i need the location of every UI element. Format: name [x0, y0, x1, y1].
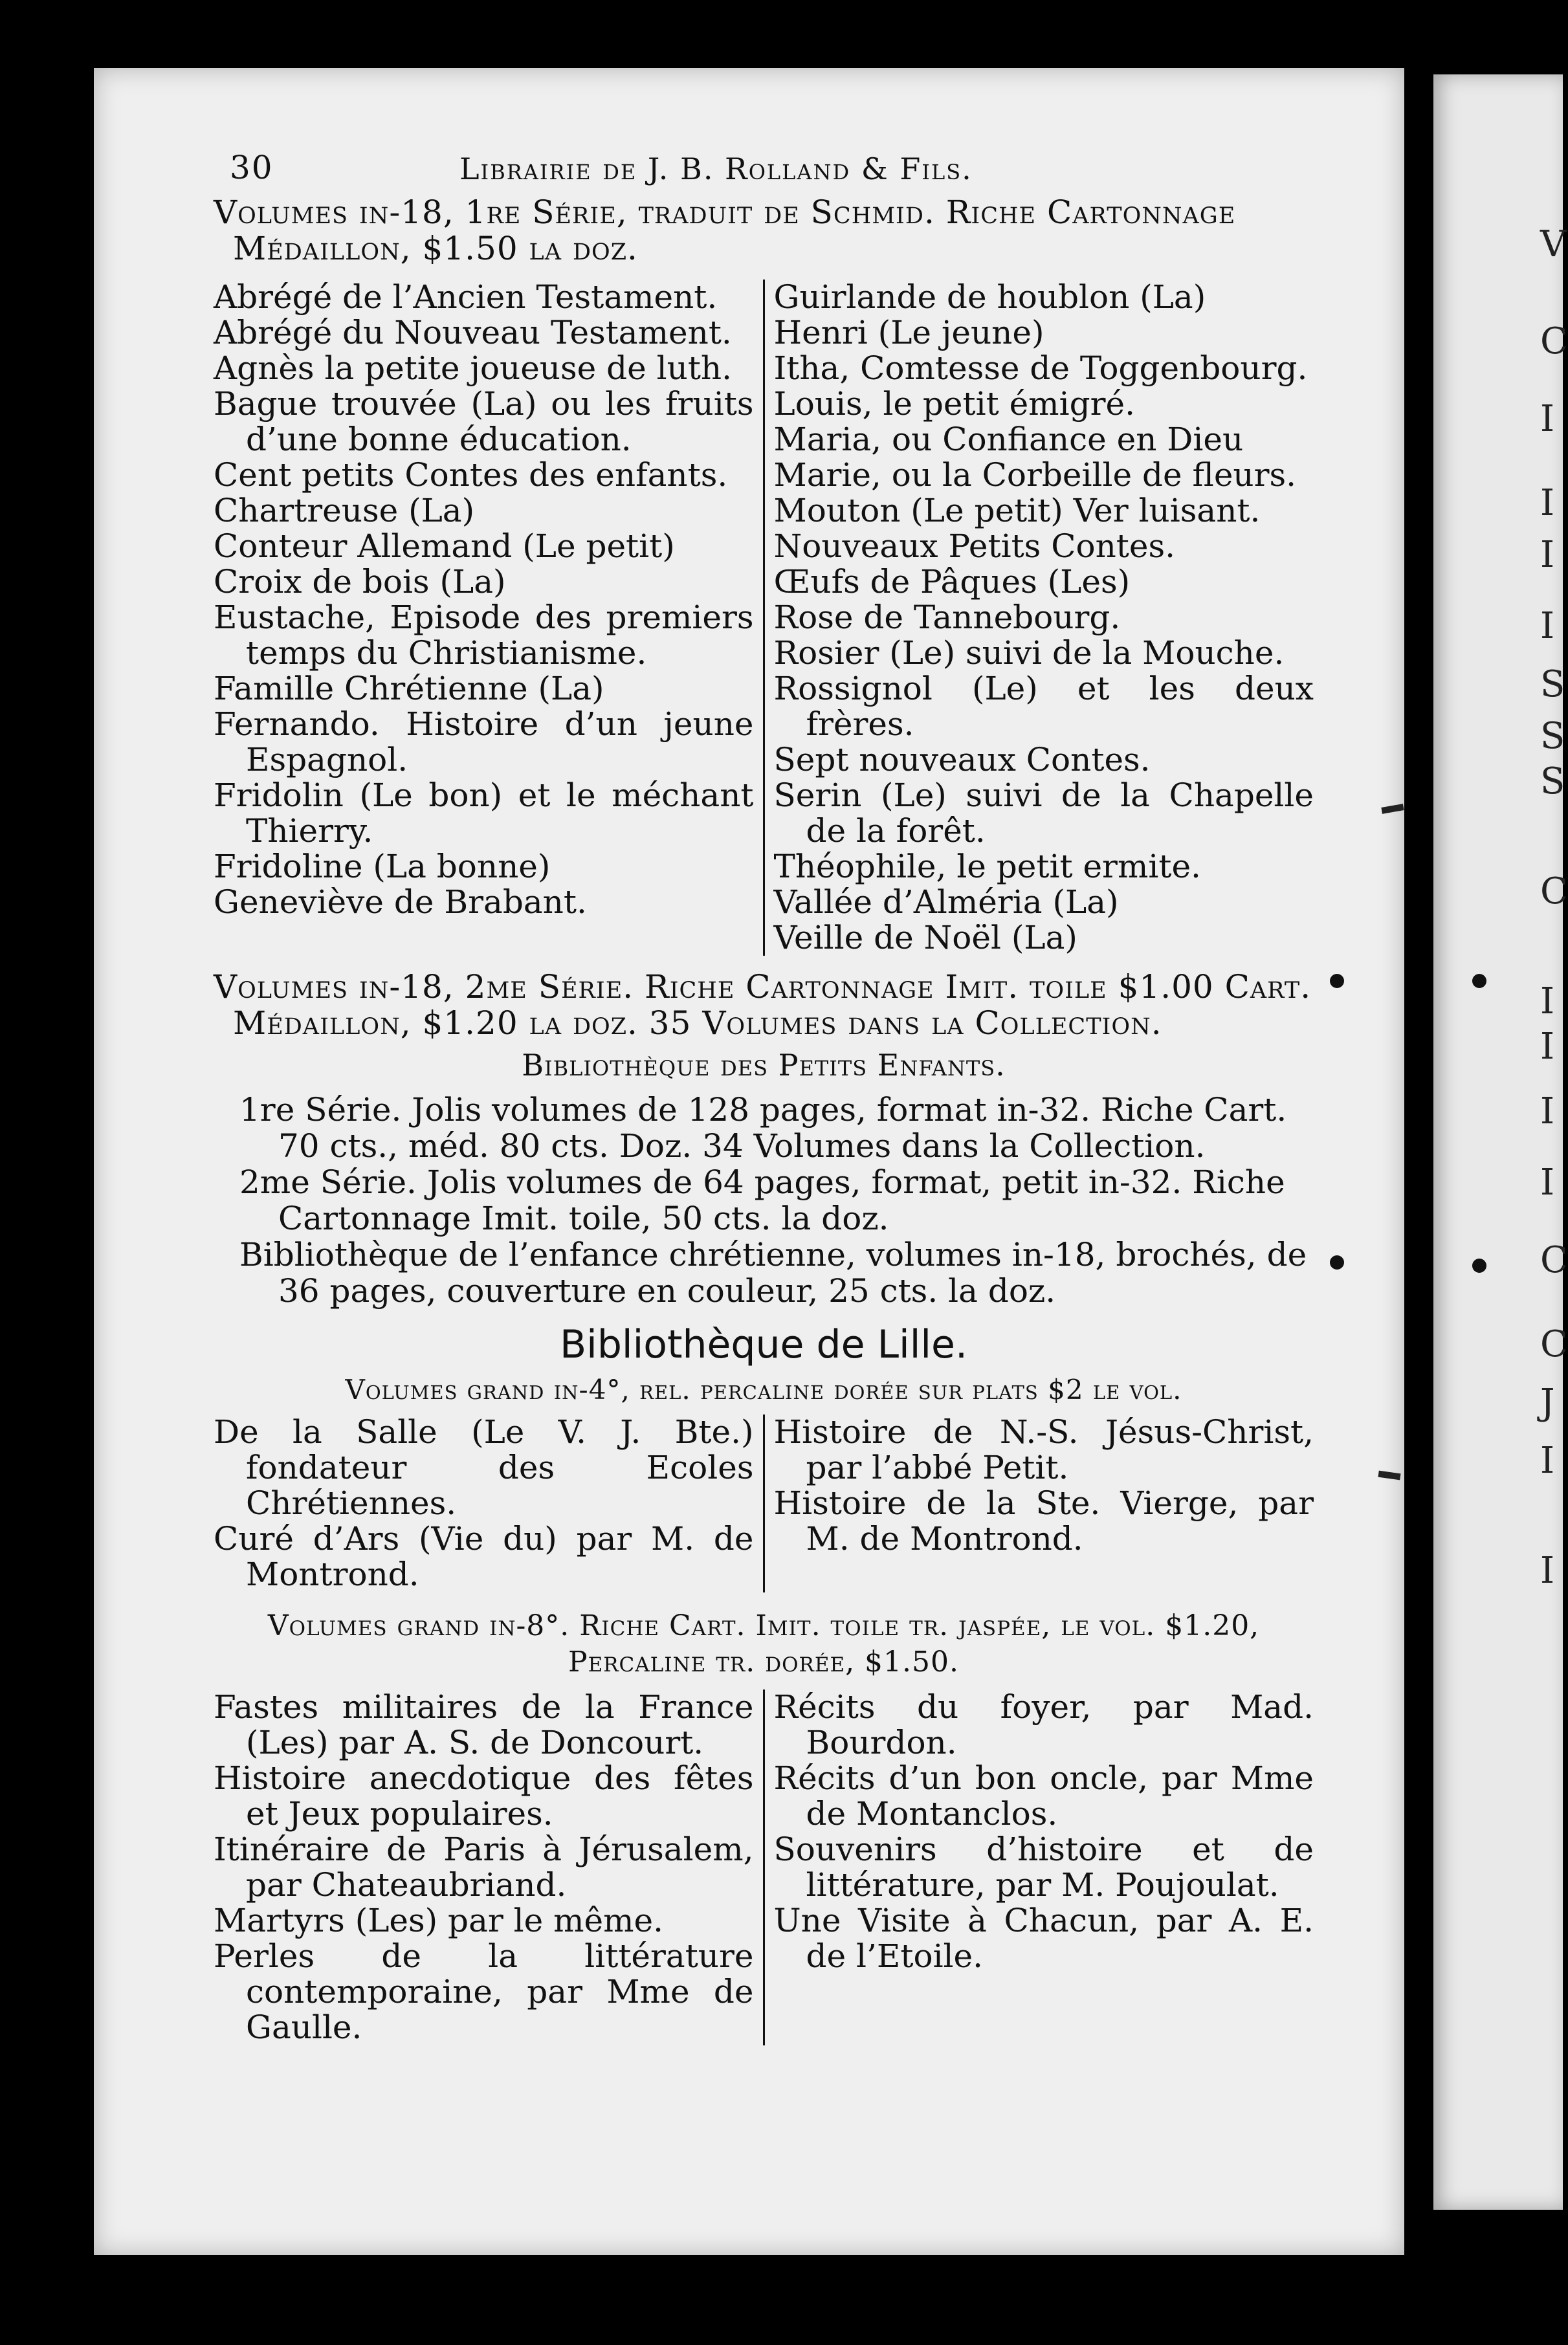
series-entry: 2me Série. Jolis volumes de 64 pages, format, petit in-32. Riche Cartonnage Imit. toile, 50 cts. la doz.: [239, 1163, 1285, 1237]
edge-letter: I: [1540, 980, 1555, 1022]
list-item: Perles de la littérature contemporaine, par Mme de Gaulle.: [214, 1937, 754, 2046]
edge-letter: I: [1540, 1440, 1555, 1482]
edge-letter: I: [1540, 398, 1555, 440]
edge-letter: J: [1540, 1382, 1555, 1424]
section-title: Volumes grand in-4°, rel. percaline dorée sur plats $2 le vol.: [345, 1374, 1182, 1405]
list-item: Conteur Allemand (Le petit): [214, 527, 675, 565]
list-item: Souvenirs d’histoire et de littérature, par M. Poujoulat.: [773, 1831, 1314, 1904]
list-item: Eustache, Episode des premiers temps du Christianisme.: [214, 599, 754, 672]
title-list-right: [765, 1415, 1314, 1592]
title-list-left: [214, 1415, 765, 1592]
edge-letter: V: [1540, 223, 1567, 265]
running-header: [214, 149, 1314, 194]
list-item: Maria, ou Confiance en Dieu: [773, 421, 1244, 458]
title-list-right: [765, 280, 1314, 956]
adjacent-page-edge: [1433, 74, 1563, 2210]
title-list: [214, 280, 1314, 956]
list-item: Martyrs (Les) par le même.: [214, 1902, 664, 1939]
list-item: Veille de Noël (La): [773, 919, 1077, 956]
edge-letter: S: [1540, 663, 1565, 705]
list-item: Vallée d’Alméria (La): [773, 883, 1119, 921]
title-list-left: [214, 280, 765, 956]
list-item: Rose de Tannebourg.: [773, 599, 1121, 636]
list-item: Chartreuse (La): [214, 492, 475, 529]
list-item: Abrégé de l’Ancien Testament.: [214, 278, 718, 316]
list-item: Histoire de N.-S. Jésus-Christ, par l’abbé Petit.: [773, 1413, 1314, 1486]
list-item: Abrégé du Nouveau Testament.: [214, 314, 732, 351]
binding-dot: [1330, 1255, 1344, 1270]
list-item: Famille Chrétienne (La): [214, 670, 604, 707]
edge-letter: I: [1540, 534, 1555, 576]
title-list: [214, 1690, 1314, 2045]
list-item: De la Salle (Le V. J. Bte.) fondateur des Ecoles Chrétiennes.: [214, 1413, 754, 1522]
binding-dot: [1472, 974, 1486, 988]
edge-letter: C: [1540, 870, 1568, 912]
collection-heading: Bibliothèque de Lille.: [559, 1322, 968, 1367]
list-item: Itha, Comtesse de Toggenbourg.: [773, 349, 1308, 387]
list-item: Guirlande de houblon (La): [773, 278, 1206, 316]
page-number: 30: [230, 149, 274, 186]
list-item: Nouveaux Petits Contes.: [773, 527, 1176, 565]
list-item: Théophile, le petit ermite.: [773, 848, 1201, 885]
section-title: Volumes grand in-8°. Riche Cart. Imit. toile tr. jaspée, le vol. $1.20, Percaline tr. dorée, $1.50.: [267, 1609, 1260, 1679]
title-list-left: [214, 1690, 765, 2045]
edge-letter: I: [1540, 482, 1555, 524]
list-item: Agnès la petite joueuse de luth.: [214, 349, 733, 387]
page-content: [214, 149, 1314, 2045]
list-item: Fridoline (La bonne): [214, 848, 551, 885]
edge-letter: C: [1540, 1323, 1568, 1365]
list-item: Rosier (Le) suivi de la Mouche.: [773, 634, 1285, 672]
list-item: Une Visite à Chacun, par A. E. de l’Etoile.: [773, 1902, 1314, 1975]
binding-dot: [1330, 974, 1344, 988]
edge-letter: I: [1540, 1090, 1555, 1132]
list-item: Récits d’un bon oncle, par Mme de Montanclos.: [773, 1759, 1314, 1833]
list-item: Œufs de Pâques (Les): [773, 563, 1131, 600]
list-item: Histoire anecdotique des fêtes et Jeux populaires.: [214, 1759, 754, 1833]
list-item: Histoire de la Ste. Vierge, par M. de Montrond.: [773, 1484, 1314, 1558]
list-item: Marie, ou la Corbeille de fleurs.: [773, 456, 1297, 494]
edge-letter: C: [1540, 1239, 1568, 1281]
edge-letter: I: [1540, 1550, 1555, 1592]
list-item: Rossignol (Le) et les deux frères.: [773, 670, 1314, 743]
list-item: Fernando. Histoire d’un jeune Espagnol.: [214, 705, 754, 778]
edge-letter: C: [1540, 320, 1568, 362]
edge-letter: I: [1540, 1026, 1555, 1068]
list-item: Mouton (Le petit) Ver luisant.: [773, 492, 1261, 529]
series-entry: Bibliothèque de l’enfance chrétienne, volumes in-18, brochés, de 36 pages, couverture en couleur, 25 cts. la doz.: [239, 1236, 1307, 1310]
list-item: Curé d’Ars (Vie du) par M. de Montrond.: [214, 1520, 754, 1593]
subsection-heading: Bibliothèque des Petits Enfants.: [522, 1048, 1006, 1083]
edge-letter: I: [1540, 605, 1555, 647]
list-item: Cent petits Contes des enfants.: [214, 456, 728, 494]
list-item: Sept nouveaux Contes.: [773, 741, 1151, 778]
series-entry: 1re Série. Jolis volumes de 128 pages, format in-32. Riche Cart. 70 cts., méd. 80 cts. Doz. 34 Volumes dans la Collection.: [239, 1091, 1287, 1165]
list-item: Bague trouvée (La) ou les fruits d’une bonne éducation.: [214, 385, 754, 458]
edge-letter: S: [1540, 715, 1565, 757]
list-item: Croix de bois (La): [214, 563, 506, 600]
title-list-right: [765, 1690, 1314, 2045]
list-item: Serin (Le) suivi de la Chapelle de la forêt.: [773, 776, 1314, 850]
list-item: Itinéraire de Paris à Jérusalem, par Chateaubriand.: [214, 1831, 754, 1904]
section-title: Volumes in-18, 1re Série, traduit de Schmid. Riche Cartonnage Médaillon, $1.50 la doz.: [214, 193, 1236, 267]
binding-dot: [1472, 1259, 1486, 1273]
list-item: Geneviève de Brabant.: [214, 883, 587, 921]
edge-letter: S: [1540, 760, 1565, 802]
list-item: Fastes militaires de la France (Les) par A. S. de Doncourt.: [214, 1688, 754, 1761]
running-title: Librairie de J. B. Rolland & Fils.: [459, 151, 973, 186]
list-item: Fridolin (Le bon) et le méchant Thierry.: [214, 776, 754, 850]
list-item: Henri (Le jeune): [773, 314, 1044, 351]
list-item: Louis, le petit émigré.: [773, 385, 1135, 423]
list-item: Récits du foyer, par Mad. Bourdon.: [773, 1688, 1314, 1761]
section-title: Volumes in-18, 2me Série. Riche Cartonnage Imit. toile $1.00 Cart. Médaillon, $1.20 la doz. 35 Volumes dans la Collection.: [214, 968, 1312, 1042]
edge-letter: I: [1540, 1161, 1555, 1204]
title-list: [214, 1415, 1314, 1592]
